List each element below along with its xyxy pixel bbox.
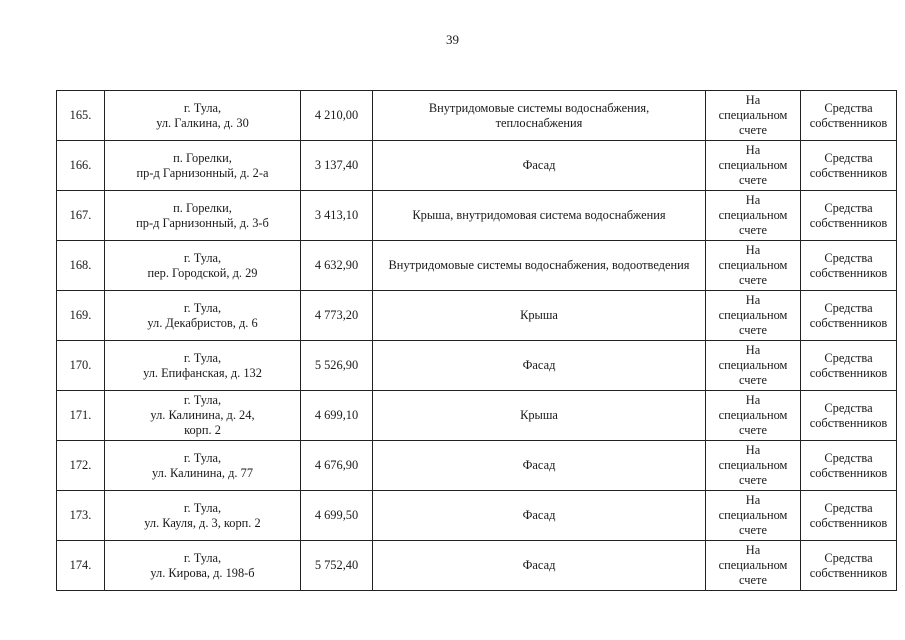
account-line: специальном [718, 308, 788, 322]
account-line: На [745, 393, 761, 407]
work-type-line: Крыша [520, 408, 558, 422]
funding-source-line: собственников [809, 465, 888, 480]
funding-source-line: собственников [809, 265, 888, 280]
area-cell: 3 413,10 [301, 191, 373, 241]
account-line: счете [739, 273, 767, 287]
funding-source-cell [801, 141, 897, 191]
address-line: пр-д Гарнизонный, д. 2-а [136, 165, 269, 180]
work-type-line: теплоснабжения [495, 115, 583, 130]
area-cell: 4 699,10 [301, 391, 373, 441]
work-type-line: Фасад [522, 558, 556, 572]
address-line: корп. 2 [184, 423, 221, 437]
area-cell: 4 699,50 [301, 491, 373, 541]
work-type-line: Фасад [522, 158, 556, 172]
address-cell [105, 391, 301, 441]
funding-source-line: собственников [809, 565, 888, 580]
account-line: счете [739, 573, 767, 587]
account-cell [706, 241, 801, 291]
table-body [57, 91, 897, 591]
row-number: 168. [57, 241, 105, 291]
funding-source-cell [801, 291, 897, 341]
table-row [57, 391, 897, 441]
table-row [57, 241, 897, 291]
area-cell: 5 526,90 [301, 341, 373, 391]
account-line: специальном [718, 508, 788, 522]
work-type-line: Внутридомовые системы водоснабжения, водоотведения [388, 258, 690, 272]
address-cell [105, 241, 301, 291]
funding-source-line: собственников [809, 365, 888, 380]
account-cell [706, 391, 801, 441]
work-type-line: Крыша, внутридомовая система водоснабжения [412, 208, 666, 222]
table-row [57, 341, 897, 391]
account-cell [706, 91, 801, 141]
table-row [57, 91, 897, 141]
account-cell [706, 291, 801, 341]
funding-source-cell [801, 241, 897, 291]
area-cell: 4 210,00 [301, 91, 373, 141]
funding-source-cell [801, 441, 897, 491]
work-type-cell [373, 441, 706, 491]
area-cell: 4 676,90 [301, 441, 373, 491]
work-type-line: Крыша [520, 308, 558, 322]
account-line: На [745, 493, 761, 507]
row-number: 169. [57, 291, 105, 341]
work-type-line: Фасад [522, 358, 556, 372]
funding-source-cell [801, 91, 897, 141]
account-line: счете [739, 373, 767, 387]
address-line: ул. Кирова, д. 198-б [150, 565, 255, 580]
table-row [57, 191, 897, 241]
address-line: г. Тула, [183, 500, 222, 515]
funding-source-line: собственников [809, 165, 888, 180]
funding-source-line: Средства [824, 250, 873, 265]
page-number: 39 [446, 32, 459, 47]
work-type-cell [373, 391, 706, 441]
address-line: г. Тула, [183, 250, 222, 265]
funding-source-cell [801, 491, 897, 541]
funding-source-cell [801, 191, 897, 241]
account-line: специальном [718, 158, 788, 172]
account-line: На [745, 243, 761, 257]
account-line: специальном [718, 108, 788, 122]
address-line: г. Тула, [183, 300, 222, 315]
address-line: г. Тула, [183, 450, 222, 465]
area-cell: 5 752,40 [301, 541, 373, 591]
address-line: ул. Кауля, д. 3, корп. 2 [144, 515, 261, 530]
funding-source-cell [801, 391, 897, 441]
address-cell [105, 541, 301, 591]
funding-source-line: собственников [809, 315, 888, 330]
address-line: г. Тула, [183, 393, 222, 407]
work-type-line: Фасад [522, 458, 556, 472]
work-type-line: Внутридомовые системы водоснабжения, [428, 100, 650, 115]
address-line: п. Горелки, [173, 200, 232, 215]
funding-source-line: собственников [809, 215, 888, 230]
address-line: г. Тула, [183, 100, 222, 115]
address-line: п. Горелки, [173, 150, 232, 165]
row-number: 166. [57, 141, 105, 191]
account-line: На [745, 443, 761, 457]
account-line: счете [739, 523, 767, 537]
funding-source-line: Средства [824, 350, 873, 365]
work-type-cell [373, 491, 706, 541]
funding-source-line: Средства [824, 500, 873, 515]
account-line: счете [739, 423, 767, 437]
table-row [57, 141, 897, 191]
account-cell [706, 541, 801, 591]
account-cell [706, 341, 801, 391]
account-cell [706, 491, 801, 541]
work-type-cell [373, 291, 706, 341]
address-line: пр-д Гарнизонный, д. 3-б [136, 215, 269, 230]
work-type-cell [373, 191, 706, 241]
work-type-cell [373, 91, 706, 141]
address-cell [105, 341, 301, 391]
table-row [57, 541, 897, 591]
funding-source-cell [801, 541, 897, 591]
address-cell [105, 291, 301, 341]
work-type-cell [373, 141, 706, 191]
account-line: На [745, 343, 761, 357]
address-line: г. Тула, [183, 550, 222, 565]
funding-source-line: собственников [809, 515, 888, 530]
account-line: счете [739, 223, 767, 237]
table-row [57, 291, 897, 341]
funding-source-line: Средства [824, 450, 873, 465]
account-line: специальном [718, 208, 788, 222]
address-line: ул. Епифанская, д. 132 [143, 365, 262, 380]
area-cell: 3 137,40 [301, 141, 373, 191]
funding-source-cell [801, 341, 897, 391]
housing-repair-table [56, 90, 897, 591]
account-line: специальном [718, 458, 788, 472]
funding-source-line: Средства [824, 100, 873, 115]
account-line: На [745, 143, 761, 157]
area-cell: 4 773,20 [301, 291, 373, 341]
work-type-cell [373, 241, 706, 291]
funding-source-line: Средства [824, 550, 873, 565]
account-line: На [745, 93, 761, 107]
funding-source-line: Средства [824, 300, 873, 315]
account-cell [706, 441, 801, 491]
funding-source-line: Средства [824, 400, 873, 415]
area-cell: 4 632,90 [301, 241, 373, 291]
address-cell [105, 141, 301, 191]
address-cell [105, 91, 301, 141]
address-line: пер. Городской, д. 29 [147, 265, 258, 280]
address-line: г. Тула, [183, 350, 222, 365]
address-cell [105, 441, 301, 491]
account-cell [706, 141, 801, 191]
row-number: 173. [57, 491, 105, 541]
account-line: специальном [718, 258, 788, 272]
account-line: счете [739, 473, 767, 487]
address-cell [105, 191, 301, 241]
address-line: ул. Галкина, д. 30 [156, 115, 249, 130]
account-line: специальном [718, 358, 788, 372]
account-line: счете [739, 173, 767, 187]
address-line: ул. Калинина, д. 77 [151, 465, 254, 480]
table-row [57, 491, 897, 541]
work-type-cell [373, 541, 706, 591]
funding-source-line: собственников [809, 415, 888, 430]
account-line: счете [739, 323, 767, 337]
funding-source-line: Средства [824, 150, 873, 165]
row-number: 172. [57, 441, 105, 491]
funding-source-line: собственников [809, 115, 888, 130]
row-number: 170. [57, 341, 105, 391]
table-row [57, 441, 897, 491]
work-type-cell [373, 341, 706, 391]
row-number: 174. [57, 541, 105, 591]
account-line: На [745, 543, 761, 557]
address-line: ул. Декабристов, д. 6 [147, 315, 258, 330]
address-line: ул. Калинина, д. 24, [150, 408, 255, 422]
row-number: 165. [57, 91, 105, 141]
account-line: На [745, 193, 761, 207]
account-line: счете [739, 123, 767, 137]
account-line: На [745, 293, 761, 307]
address-cell [105, 491, 301, 541]
funding-source-line: Средства [824, 200, 873, 215]
account-line: специальном [718, 558, 788, 572]
account-line: специальном [718, 408, 788, 422]
row-number: 167. [57, 191, 105, 241]
account-cell [706, 191, 801, 241]
row-number: 171. [57, 391, 105, 441]
work-type-line: Фасад [522, 508, 556, 522]
